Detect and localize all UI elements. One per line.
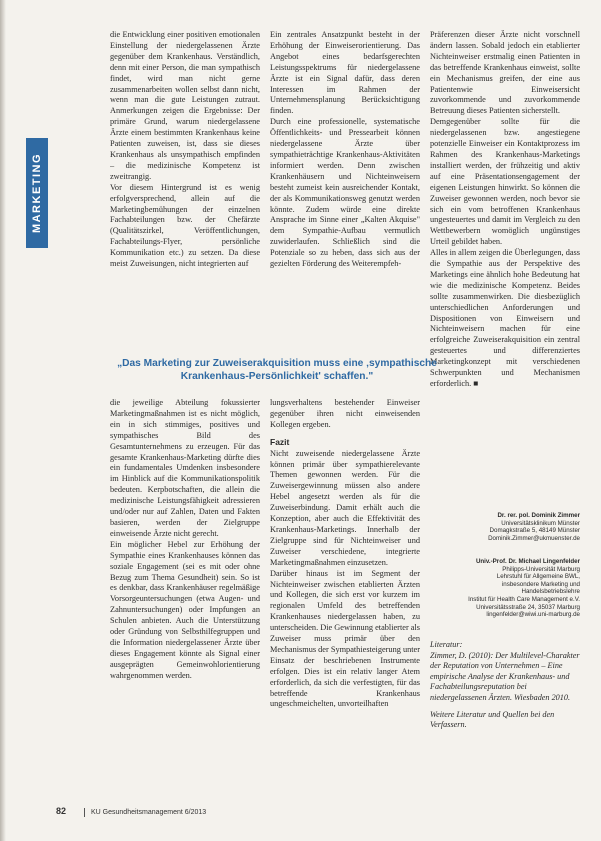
author-email: lingenfelder@wiwi.uni-marburg.de <box>486 611 580 619</box>
publication-name: KU Gesundheitsmanagement 6/2013 <box>91 809 207 816</box>
author-affiliation: insbesondere Marketing und <box>501 580 580 588</box>
section-label: MARKETING <box>31 152 43 234</box>
footer-divider <box>84 808 85 817</box>
author-affiliation: Lehrstuhl für Allgemeine BWL, <box>496 573 580 581</box>
page-gutter-shadow <box>0 0 6 841</box>
literature-block <box>430 640 580 731</box>
literature-entry: Zimmer, D. (2010): Der Multilevel-Charakter der Reputation von Unternehmen – Eine empirische Analyse der Krankenhaus- und Fachabteilungsreputation bei niedergelassenen Ärzten. Wiesbaden 2010. <box>430 650 580 702</box>
paragraph: die jeweilige Abteilung fokussierter Marketingmaßnahmen ist es nicht möglich, ein in sich stimmiges, positives und sympathisches Bild des Gesamtunternehmens zu erzeugen. Für das gesamte Krankenhaus-Marketing dürfte dies ein fundamentales Umdenken insbesondere im Hinblick auf die Kommunikationspolitik bedeuten. Kerpbotschaften, die allein die medizinische Leistungsfähigkeit adressieren und/oder nur auf Zahlen, Daten und Fakten basieren, werden der Zielgruppe einweisende Ärzte nicht gerecht. <box>110 398 260 538</box>
paragraph: lungsverhaltens bestehender Einweiser gegenüber ihren nicht einweisenden Kollegen ergeben. <box>270 398 420 429</box>
author-affiliation: Universitätsklinikum Münster <box>501 519 580 527</box>
author-address: Universitätsstraße 24, 35037 Marburg <box>476 603 580 611</box>
author-block-2 <box>415 558 580 619</box>
paragraph: Demgegenüber sollte für die niedergelassenen bzw. angestiegene potenzielle Einweiser ein Kontaktprozess im Rahmen des Krankenhaus-Marketings installiert werden, der frühzeitig und aktiv auf eine Präsentationsengagement der eigenen Leistungen hinwirkt. So können die Zuweiser gewonnen werden, noch bevor sie sich ein vom betroffenen Krankenhaus ungesteuertes und damit im Vergleich zu den Wettbewerbern womöglich ungünstiges Urteil gebildet haben. <box>430 117 580 247</box>
page-footer <box>56 806 456 817</box>
column-1-top <box>110 30 260 348</box>
fazit-heading: Fazit <box>270 436 290 447</box>
author-address: Domagkstraße 5, 48149 Münster <box>489 527 580 535</box>
column-2-bottom <box>270 398 420 788</box>
literature-note: Weitere Literatur und Quellen bei den Verfassern. <box>430 709 555 730</box>
author-block-1 <box>415 512 580 542</box>
paragraph: Vor diesem Hintergrund ist es wenig erfolgversprechend, allein auf die Marketingbemühungen der einzelnen Fachabteilungen bzw. der Chefärzte (Qualitätszirkel, Veröffentlichungen, Fachabteilungs-Flyer, persönliche Kommunikation etc.) zu setzen. Da diese meist Zuweisungen, nicht integrierten auf <box>110 182 260 269</box>
author-affiliation: Philipps-Universität Marburg <box>502 565 580 573</box>
author-email: Dominik.Zimmer@ukmuenster.de <box>488 534 580 542</box>
pull-quote: „Das Marketing zur Zuweiserakquisition muss eine ‚sympathische Krankenhaus-Persönlichkeit' schaffen." <box>117 358 437 382</box>
paragraph: die Entwicklung einer positiven emotionalen Einstellung der niedergelassenen Ärzte gegenüber dem Krankenhaus. Verständlich, denn mit einer Person, die man sympathisch findet, wird man nicht gerne zusammenarbeiten wollen selbst dann nicht, wenn man die gute Leistungen zutraut. Anmerkungen zeigen die Ergebnisse: Der primäre Grund, warum niedergelassene Ärzte einem bestimmten Krankenhaus keine Patienten zuweisen, ist, dass sie dieses Krankenhaus als unsympathisch empfinden – die medizinische Kompetenz ist zweitrangig. <box>110 30 260 181</box>
author-affiliation: Handelsbetriebslehre <box>521 588 580 596</box>
paragraph: Nicht zuweisende niedergelassene Ärzte können primär über sympathierelevante Themen gewonnen werden. Für die Zuweisergewinnung müssen also andere Hebel angesetzt werden als für die Zuweiserbindung. Damit erhält auch die Konzeption, aber auch die Effektivität des Krankenhaus-Marketings. Innerhalb der Zielgruppe sind für Nichteinweiser und Zuweiser verschiedene, integrierte Marketingmaßnahmen einzusetzen. <box>270 448 420 567</box>
author-institute: Institut für Health Care Management e.V. <box>468 595 580 603</box>
paragraph: Darüber hinaus ist im Segment der Nichteinweiser zwischen etablierten Ärzten und Kollegen, die sich erst vor kurzem im regionalen Umfeld des betreffenden Krankenhauses niedergelassen haben, zu unterscheiden. Die Gewinnung etablierter als Zuweiser muss primär über den Mechanismus der Sympathiesteigerung unter Einsatz der beschriebenen Instrumente erfolgen. Dies ist ein relativ langer Atem erforderlich, da sich die verfestigten, für das betreffende Krankenhaus ungeschmeichelten, unvorteilhaften <box>270 568 420 709</box>
literature-heading: Literatur: <box>430 640 463 649</box>
paragraph: Ein möglicher Hebel zur Erhöhung der Sympathie eines Krankenhauses können das soziale Engagement (sei es mit oder ohne Bezug zum Thema Gesundheit) sein. So ist es denkbar, dass Krankenhäuser regelmäßige Vorsorgeuntersuchungen (etwa Augen- und Zahnuntersuchungen) oder Impfungen an Schulen anbieten. Auch die Unterstützung oder Gründung von Selbsthilfegruppen und die Information niedergelassener Ärzte über dieses Engagement könnte als Signal einer ausgeprägten Gemeinwohlorientierung wahrgenommen werden. <box>110 539 260 680</box>
page-number: 82 <box>56 806 67 816</box>
author-name: Univ.-Prof. Dr. Michael Lingenfelder <box>475 558 580 565</box>
column-3 <box>430 30 580 500</box>
paragraph: Durch eine professionelle, systematische Öffentlichkeits- und Pressearbeit können niedergelassene Ärzte über sympathieträchtige Krankenhaus-Aktivitäten informiert werden. Denn zwischen Krankenhäusern und Nichteinweisern besteht zumeist kein ausreichender Kontakt, der als Kommunikationsweg genutzt werden könnte. Zudem würde eine direkte Ansprache im Sinne einer „Kalten Akquise" dem Sympathie-Aufbau vermutlich zuwiderlaufen. Schließlich sind die Potenziale so zu heben, dass sich aus der gezielten Förderung des Weiterempfeh- <box>270 117 420 269</box>
paragraph: Alles in allem zeigen die Überlegungen, dass die Sympathie aus der Perspektive des Marketings eine ähnlich hohe Bedeutung hat wie die medizinische Kompetenz. Beides sollte zusammenwirken. Die diesbezüglich unterschiedlichen Anforderungen und Dispositionen von Einweisern und Nichteinweisern machen für eine erfolgreiche Zuweiserakquisition ein zentral gesteuertes und differenziertes Marketingkonzept mit verschiedenen Schwerpunkten und Mechanismen erforderlich. ■ <box>430 248 580 388</box>
column-2-top <box>270 30 420 348</box>
author-name: Dr. rer. pol. Dominik Zimmer <box>497 512 580 519</box>
paragraph: Ein zentrales Ansatzpunkt besteht in der Erhöhung der Einweiserorientierung. Das Angebot eines bedarfsgerechten Leistungsspektrums für niedergelassene Ärzte ist ein Signal dafür, dass deren Interessen im Rahmen der Unternehmensplanung Berücksichtigung finden. <box>270 30 420 116</box>
section-tab <box>26 138 48 248</box>
paragraph: Präferenzen dieser Ärzte nicht vorschnell ändern lassen. Sobald jedoch ein etablierter Nichteinweiser erstmalig einen Patienten in das betreffende Krankenhaus einweist, sollte ein Mechanismus greifen, der eine aus Patientenwie Einweisersicht zuvorkommende und zuvorkommende Betreuung dieses Patienten sicherstellt. <box>430 30 580 116</box>
column-1-bottom <box>110 398 260 788</box>
